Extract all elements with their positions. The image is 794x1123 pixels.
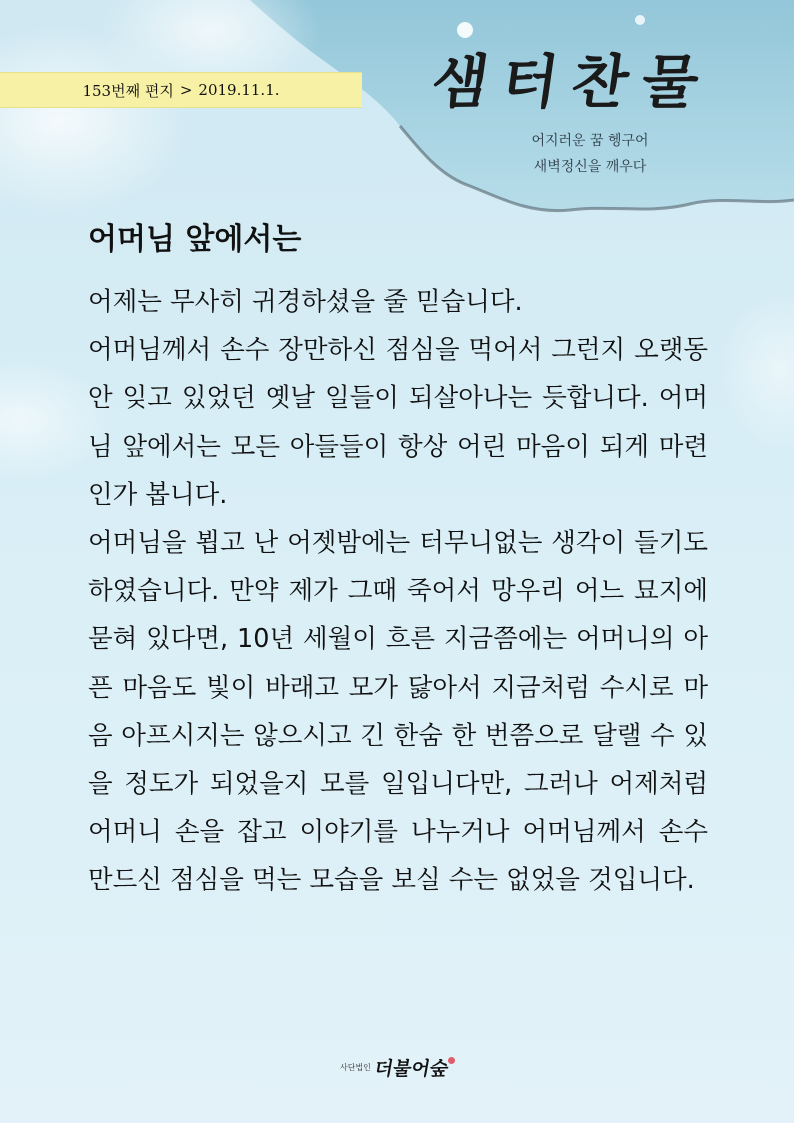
issue-separator: > xyxy=(179,81,193,99)
sparkle-1 xyxy=(457,22,473,38)
footer-logo xyxy=(340,1052,460,1082)
footer-brand: 더불어숲 xyxy=(372,1057,451,1080)
newsletter-logo: 샘터찬물 xyxy=(427,48,717,116)
article-body xyxy=(88,278,708,905)
issue-badge xyxy=(0,72,362,108)
sparkle-2 xyxy=(635,15,645,25)
tagline-line-2: 새벽정신을 깨우다 xyxy=(533,159,647,175)
paragraph-3: 어머님을 뵙고 난 어젯밤에는 터무니없는 생각이 들기도 하였습니다. 만약 제가 그때 죽어서 망우리 어느 묘지에 묻혀 있다면, 10년 세월이 흐른 지금쯤에는 어머니의 아픈 마음도 빛이 바래고 모가 닳아서 지금처럼 수시로 마음 아프시지는 않으시고 긴 한숨 한 번쯤으로 달랠 수 있을 정도가 되었을지 모를 일입니다만, 그러나 어제처럼 어머니 손을 잡고 이야기를 나누거나 어머님께서 손수 만드신 점심을 먹는 모습을 보실 수는 없었을 것입니다. xyxy=(88,528,708,896)
footer-org-label: 사단법인 xyxy=(340,1062,371,1072)
paragraph-1: 어제는 무사히 귀경하셨을 줄 믿습니다. xyxy=(88,287,523,317)
issue-number: 153번째 편지 xyxy=(82,81,174,100)
petal-4 xyxy=(720,290,794,450)
paragraph-2: 어머님께서 손수 장만하신 점심을 먹어서 그런지 오랫동안 잊고 있었던 옛날 일들이 되살아나는 듯합니다. 어머님 앞에서는 모든 아들들이 항상 어린 마음이 되게 마련인가 봅니다. xyxy=(88,335,708,510)
tagline xyxy=(490,128,690,180)
tagline-line-1: 어지러운 꿈 헹구어 xyxy=(531,133,649,149)
article-title: 어머님 앞에서는 xyxy=(88,222,302,257)
issue-date: 2019.11.1. xyxy=(198,81,280,99)
